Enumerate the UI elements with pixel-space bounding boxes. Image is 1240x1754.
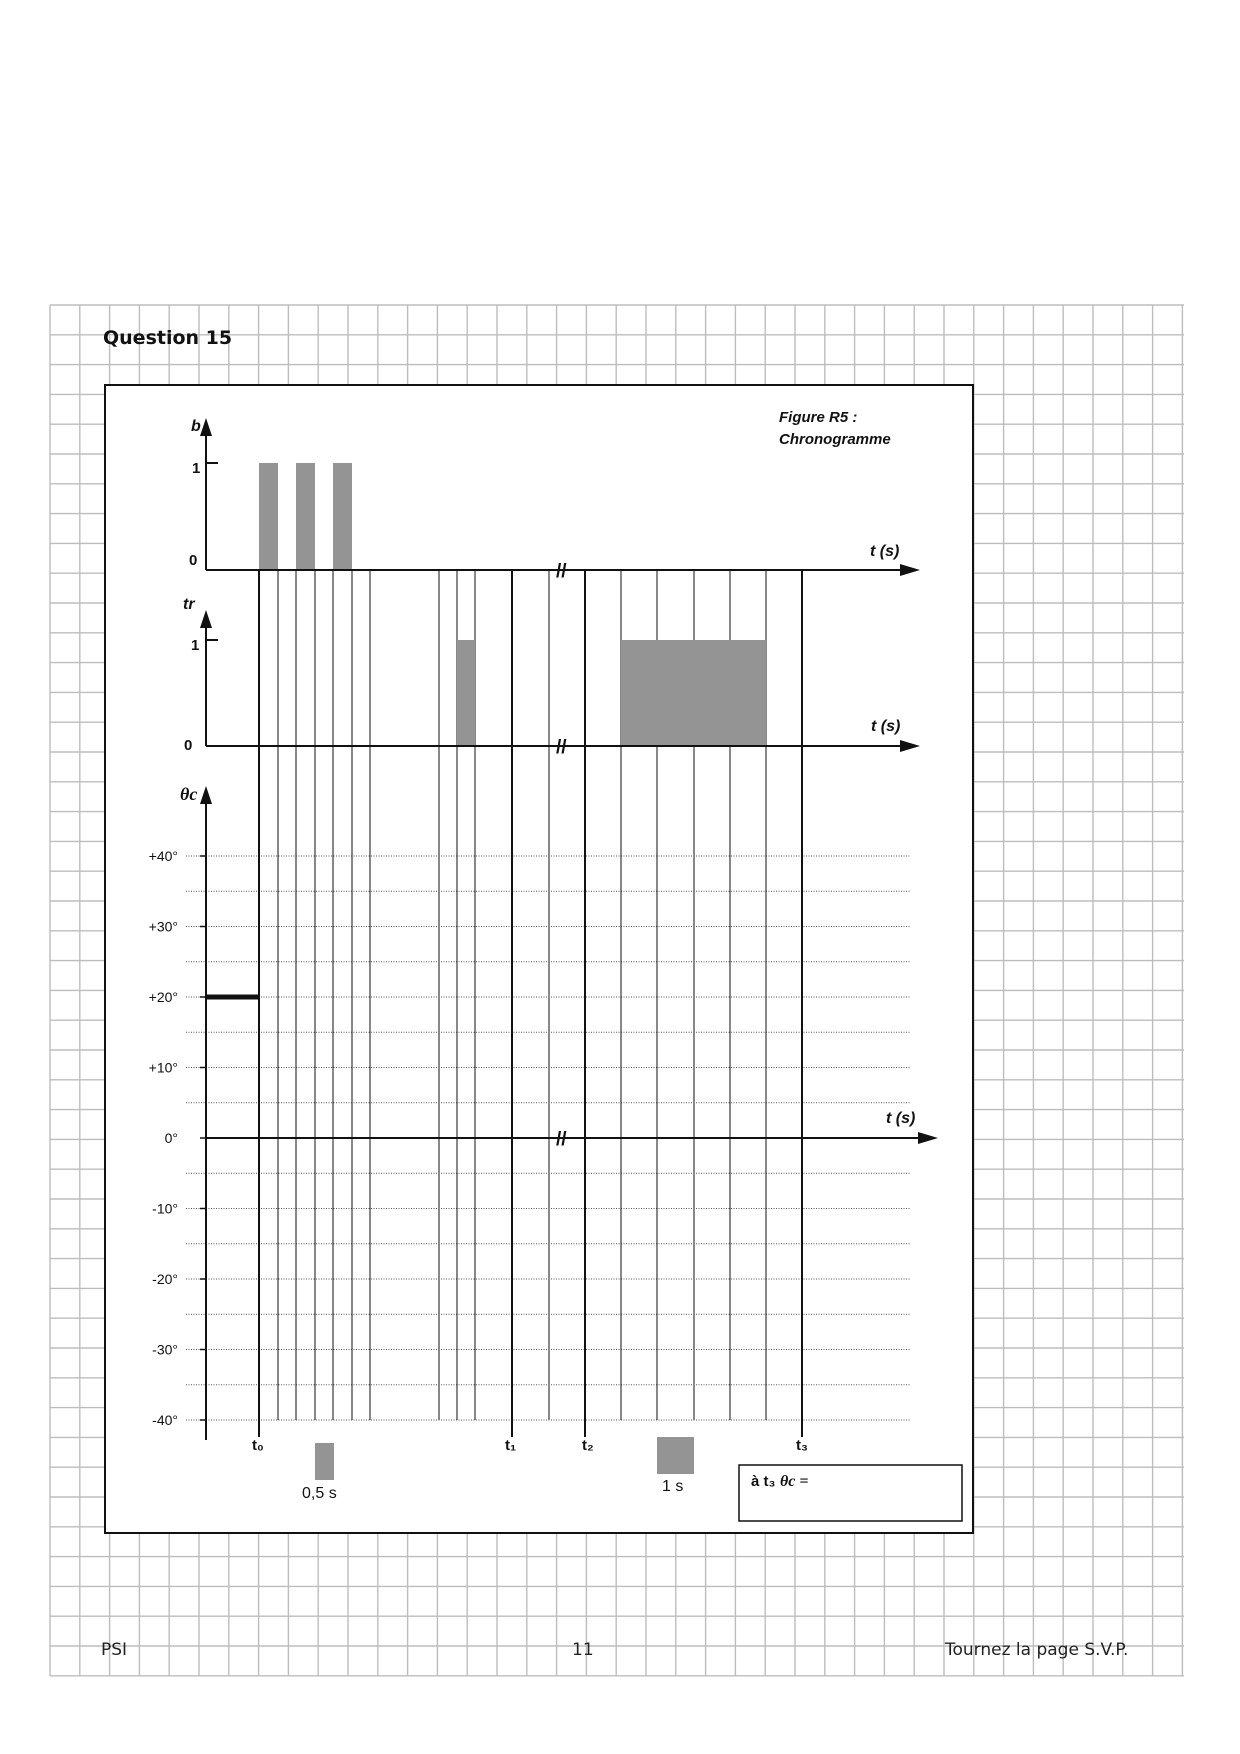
theta-y-label: 0° — [164, 1130, 178, 1146]
scale-marker-short — [315, 1443, 334, 1480]
time-mark-t1: t₁ — [505, 1437, 517, 1454]
b-level-low: 0 — [189, 552, 198, 569]
footer-left: PSI — [101, 1640, 128, 1660]
scale-marker-short-label: 0,5 s — [302, 1485, 337, 1502]
theta-y-label: +10° — [148, 1059, 178, 1076]
b-level-high: 1 — [192, 460, 201, 477]
answer-box-var: θc = — [780, 1473, 809, 1490]
tr-level-high: 1 — [191, 637, 200, 654]
theta-y-label: -10° — [152, 1200, 178, 1217]
figure-title-line1: Figure R5 : — [779, 409, 858, 426]
b-signal-pulses — [259, 463, 352, 570]
theta-y-label: +20° — [148, 989, 178, 1005]
scale-marker-long-label: 1 s — [662, 1478, 684, 1495]
time-mark-t0: t₀ — [252, 1437, 264, 1454]
tr-axis-break: // — [556, 737, 567, 758]
b-pulse-1 — [259, 463, 278, 570]
b-pulse-2 — [296, 463, 315, 570]
time-mark-t3: t₃ — [796, 1437, 808, 1454]
theta-axis-label: t (s) — [886, 1110, 916, 1127]
theta-axis-break: // — [556, 1129, 567, 1150]
figure-title-line2: Chronogramme — [779, 431, 891, 448]
theta-y-label: +30° — [148, 918, 178, 935]
tr-pulse-1 — [457, 640, 475, 746]
answer-box-prefix: à t₃ — [751, 1473, 776, 1490]
b-axis-label: t (s) — [870, 543, 900, 560]
time-mark-t2: t₂ — [582, 1437, 594, 1454]
b-axis-break: // — [556, 561, 567, 582]
footer-page-number: 11 — [572, 1640, 594, 1660]
tr-level-low: 0 — [184, 737, 193, 754]
tr-label: tr — [183, 596, 195, 613]
theta-y-label: -40° — [152, 1412, 178, 1428]
tr-pulse-2 — [621, 640, 766, 746]
tr-axis-label: t (s) — [871, 718, 901, 735]
footer-right: Tournez la page S.V.P. — [945, 1640, 1129, 1660]
scale-marker-long — [657, 1437, 694, 1474]
theta-label: θc — [180, 784, 198, 804]
figure-frame — [105, 385, 973, 1533]
theta-y-label: +40° — [148, 848, 178, 864]
theta-y-label: -30° — [152, 1341, 178, 1358]
b-pulse-3 — [333, 463, 352, 570]
question-title: Question 15 — [103, 327, 233, 349]
b-label: b — [191, 418, 201, 435]
theta-y-label: -20° — [152, 1271, 178, 1287]
